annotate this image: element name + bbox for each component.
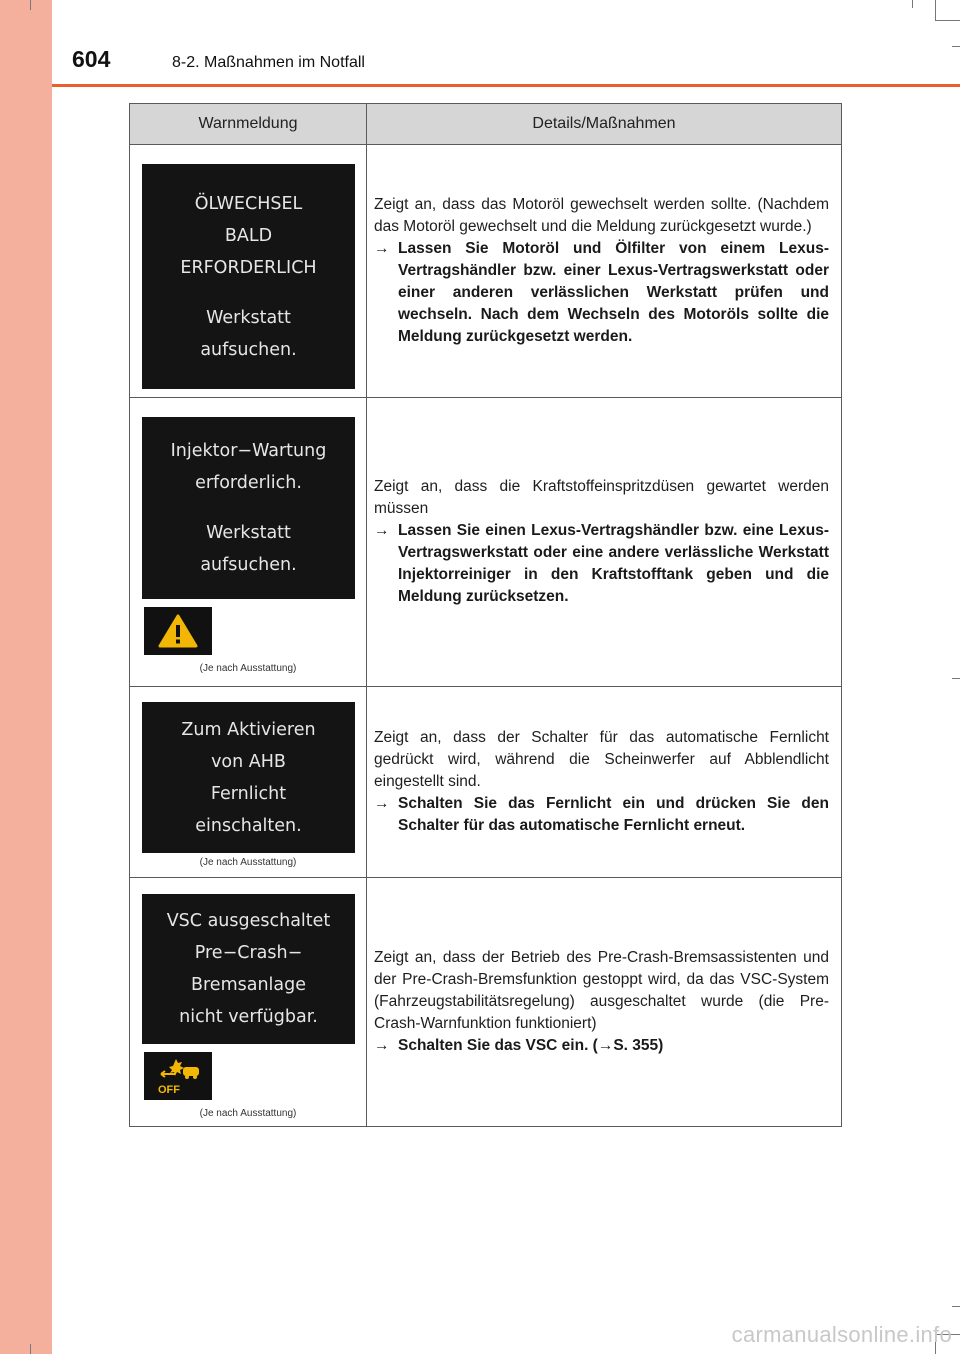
display-line: nicht verfügbar. (179, 1007, 318, 1027)
display-line: Zum Aktivieren (181, 719, 316, 740)
section-title: 8-2. Maßnahmen im Notfall (172, 54, 365, 71)
display-line: ERFORDERLICH (180, 257, 317, 278)
action-item (374, 238, 829, 348)
availability-note: (Je nach Ausstattung) (199, 857, 297, 868)
warning-image-cell (130, 687, 367, 878)
off-label: OFF (158, 1084, 180, 1096)
display-line: erforderlich. (195, 473, 302, 493)
availability-note: (Je nach Ausstattung) (199, 663, 297, 674)
page-number: 604 (72, 46, 111, 72)
availability-note: (Je nach Ausstattung) (199, 1108, 297, 1119)
details-cell (367, 145, 842, 398)
display-line: Injektor−Wartung (170, 441, 327, 461)
crop-mark (935, 20, 960, 21)
crop-mark (952, 678, 960, 679)
display-line: Werkstatt (206, 523, 291, 543)
display-line: einschalten. (195, 815, 302, 836)
display-line: BALD (224, 225, 273, 246)
description-text: Zeigt an, dass das Motoröl gewechselt werden sollte. (Nachdem das Motoröl gewechselt und die Meldung zurückgesetzt wurde.) (374, 196, 829, 235)
table-row (130, 687, 842, 878)
warning-image-cell (130, 878, 367, 1127)
warning-display (142, 702, 355, 853)
display-line: aufsuchen. (200, 555, 297, 575)
description-text: Zeigt an, dass der Betrieb des Pre-Crash-Bremsassistenten und der Pre-Crash-Bremsfunktion gestoppt wird, da das VSC-System (Fahrzeugstabilitätsregelung) ausgeschaltet wurde (die Pre-Crash-Warnfunktion funktioniert) (374, 949, 829, 1032)
action-item (374, 793, 829, 837)
table-row (130, 878, 842, 1127)
crop-mark (952, 1306, 960, 1307)
display-line: Werkstatt (206, 307, 291, 328)
display-line: Fernlicht (210, 783, 287, 804)
description-text: Zeigt an, dass der Schalter für das automatische Fernlicht gedrückt wird, während die Scheinwerfer auf Abblendlicht eingestellt sind. (374, 729, 829, 790)
display-line: Pre−Crash− (194, 943, 303, 963)
display-line: aufsuchen. (200, 339, 297, 360)
arrow-icon: → (374, 795, 390, 812)
crop-mark (912, 0, 913, 8)
arrow-icon: → (374, 1037, 390, 1054)
warning-image-cell (130, 145, 367, 398)
column-header-details: Details/Maßnahmen (367, 104, 842, 145)
description-text: Zeigt an, dass die Kraftstoffeinspritzdüsen gewartet werden müssen (374, 478, 829, 517)
details-cell (367, 687, 842, 878)
action-text: Lassen Sie einen Lexus-Vertragshändler bzw. eine Lexus-Vertragswerkstatt oder eine andere verlässliche Werkstatt Injektorreiniger in den Kraftstofftank geben und die Meldung zurücksetzen. (398, 522, 829, 605)
warning-display (142, 894, 355, 1044)
action-item (374, 1035, 829, 1057)
warning-table (129, 103, 842, 1127)
pre-crash-off-icon (144, 1052, 212, 1100)
warning-triangle-icon (144, 607, 212, 655)
crop-mark (30, 0, 31, 10)
footer-watermark: carmanualsonline.info (731, 1322, 952, 1347)
action-text: Schalten Sie das VSC ein. (→S. 355) (398, 1037, 664, 1054)
details-cell (367, 398, 842, 687)
display-line: VSC ausgeschaltet (166, 911, 331, 931)
side-strip (0, 0, 52, 1354)
crop-mark (952, 46, 960, 47)
display-line: von AHB (211, 751, 286, 772)
warning-image-cell (130, 398, 367, 687)
warning-display (142, 417, 355, 599)
display-line: ÖLWECHSEL (194, 193, 303, 214)
action-item (374, 520, 829, 608)
table-row (130, 145, 842, 398)
table-row (130, 398, 842, 687)
header-rule (52, 84, 960, 87)
crop-mark (935, 0, 936, 20)
warning-display (142, 164, 355, 389)
arrow-icon: → (374, 240, 390, 257)
action-text: Schalten Sie das Fernlicht ein und drücken Sie den Schalter für das automatische Fernlicht erneut. (398, 795, 829, 834)
details-cell (367, 878, 842, 1127)
crop-mark (30, 1344, 31, 1354)
display-line: Bremsanlage (190, 975, 307, 995)
arrow-icon: → (374, 522, 390, 539)
column-header-warning: Warnmeldung (130, 104, 367, 145)
action-text: Lassen Sie Motoröl und Ölfilter von einem Lexus-Vertragshändler bzw. einer Lexus-Vertragswerkstatt oder einer anderen verlässlichen Werkstatt prüfen und wechseln. Nach dem Wechseln des Motoröls sollte die Meldung zurückgesetzt werden. (398, 240, 829, 345)
table-header-row (130, 104, 842, 145)
